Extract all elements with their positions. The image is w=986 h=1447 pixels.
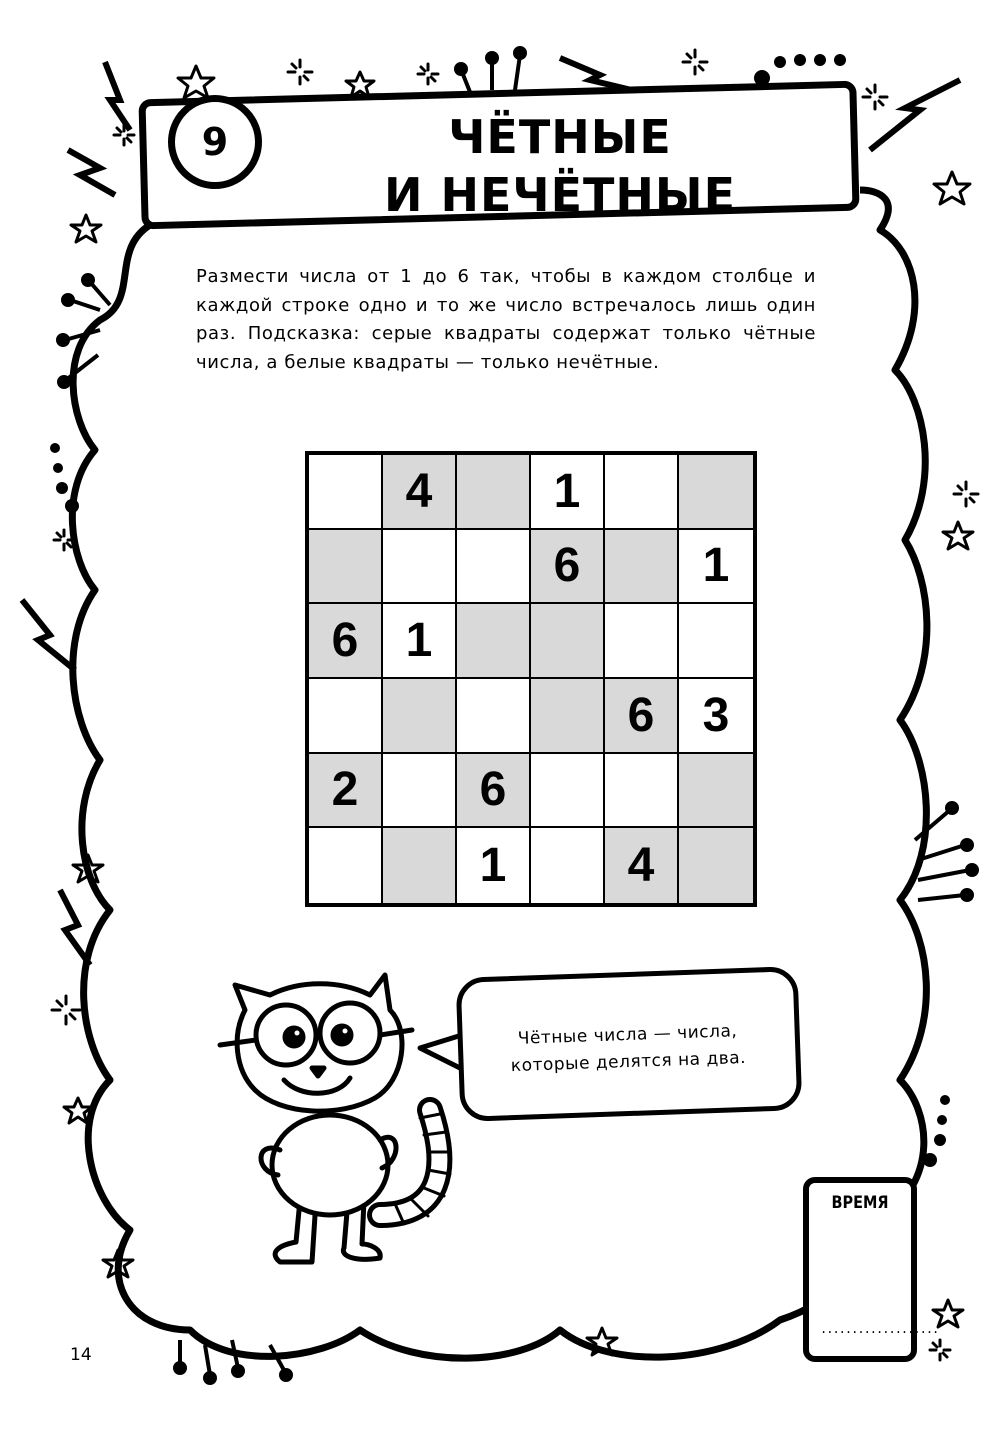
grid-cell[interactable] [605,530,679,605]
title-line-1: ЧЁТНЫЕ [448,110,672,164]
sparkle-icon [288,60,312,84]
grid-cell[interactable] [679,754,753,829]
grid-cell[interactable] [531,679,605,754]
timer-label: ВРЕМЯ [831,1193,889,1213]
grid-cell[interactable] [383,828,457,903]
grid-cell: 4 [383,455,457,530]
grid-cell: 1 [531,455,605,530]
star-icon [71,215,101,242]
lightning-icon [68,150,115,195]
sparkle-icon [52,996,80,1024]
page-number: 14 [70,1345,92,1365]
speech-bubble-text [477,1017,779,1081]
grid-cell: 1 [679,530,753,605]
grid-cell[interactable] [309,455,383,530]
title-line-2: И НЕЧЁТНЫЕ [384,168,736,222]
lightning-icon [105,62,130,130]
lightning-icon [22,600,75,670]
grid-cell[interactable] [605,604,679,679]
timer-blank-field[interactable]: ................... [820,1322,939,1336]
star-icon [934,172,970,204]
grid-cell[interactable] [383,530,457,605]
sparkle-icon [683,50,707,74]
lightning-icon [870,80,960,150]
grid-cell[interactable] [457,679,531,754]
grid-cell[interactable] [679,604,753,679]
grid-cell: 4 [605,828,679,903]
cat-mascot [220,975,450,1262]
grid-cell: 6 [605,679,679,754]
page-title [330,108,790,224]
grid-cell: 1 [457,828,531,903]
cat-body [272,1115,388,1215]
grid-cell[interactable] [457,530,531,605]
instruction-text: Размести числа от 1 до 6 так, чтобы в каждом столбце и каждой строке одно и то же число встречалось лишь один раз. Подсказка: серые квадраты содержат только чётные числа, а белые квадраты — только нечётные. [196,266,816,373]
grid-cell[interactable] [605,754,679,829]
grid-cell: 2 [309,754,383,829]
grid-cell: 1 [383,604,457,679]
grid-cell[interactable] [309,828,383,903]
grid-cell[interactable] [309,679,383,754]
puzzle-grid [305,451,757,907]
puzzle-number-badge: 9 [168,95,262,189]
grid-cell[interactable] [457,604,531,679]
grid-cell[interactable] [531,754,605,829]
lightning-icon [60,890,90,965]
sparkle-icon [418,64,438,84]
speech-line-2: которые делятся на два. [510,1047,747,1077]
speech-line-1: Чётные числа — числа, [517,1021,738,1049]
sparkle-icon [863,85,887,109]
grid-cell: 6 [531,530,605,605]
grid-cell[interactable] [679,455,753,530]
star-icon [943,522,973,549]
grid-cell[interactable] [309,530,383,605]
grid-cell[interactable] [383,679,457,754]
grid-cell: 6 [309,604,383,679]
grid-cell[interactable] [457,455,531,530]
sparkle-icon [930,1340,950,1360]
grid-cell[interactable] [531,604,605,679]
grid-cell: 6 [457,754,531,829]
grid-cell[interactable] [679,828,753,903]
grid-cell: 3 [679,679,753,754]
grid-cell[interactable] [605,455,679,530]
grid-cell[interactable] [531,828,605,903]
grid-cell[interactable] [383,754,457,829]
star-icon [178,66,214,98]
sparkle-icon [954,482,978,506]
